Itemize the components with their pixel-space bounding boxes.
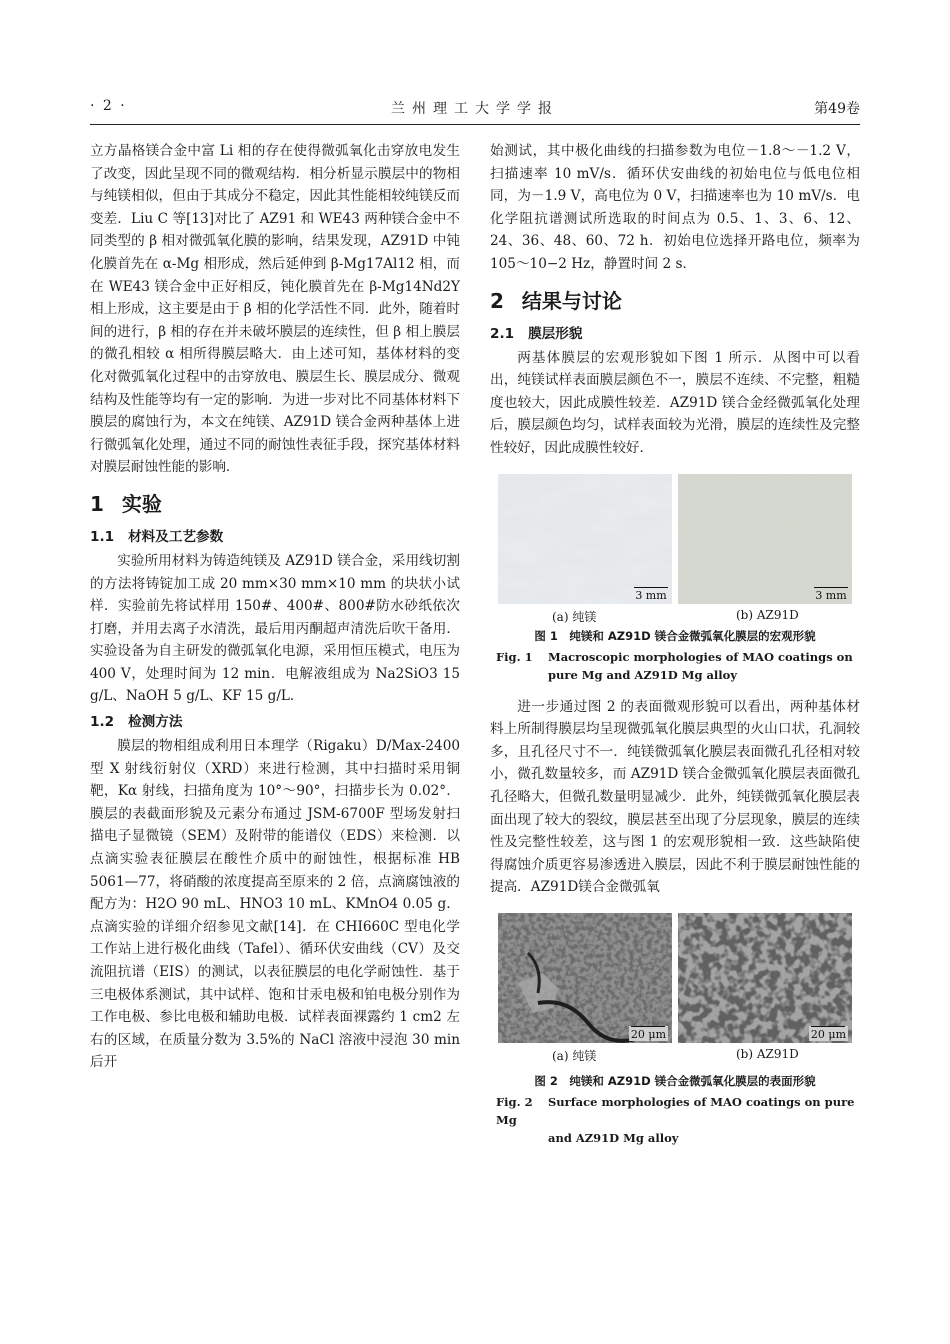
section-number: 1 [90,491,104,516]
paragraph: 实验所用材料为铸造纯镁及 AZ91D 镁合金，采用线切割的方法将铸锭加工成 20 mm×30 mm×10 mm 的块状小试样．实验前先将试样用 150#、400#、800#防水砂纸依次打磨，并用去离子水清洗，最后用丙酮超声清洗后吹干备用．实验设备为自主研发的微弧氧化电源，采用恒压模式，电压为 400 V，处理时间为 12 min．电解液组成为 Na2SiO3 15 g/L、NaOH 5 g/L、KF 15 g/L． [90,552,460,705]
subsection-heading [490,324,860,344]
subsection-number: 1.2 [90,714,115,731]
subsection-heading [90,527,460,547]
subsection-heading [90,712,460,732]
subsection-title: 膜层形貌 [528,325,583,342]
left-column [90,140,460,1074]
scale-bar: 20 μm [810,1027,846,1041]
section-title: 实验 [121,491,162,516]
subsection-number: 2.1 [490,325,515,342]
figure-caption-en: Fig. 1 Macroscopic morphologies of MAO coatings on pure Mg and AZ91D Mg alloy [496,649,853,682]
subfigure-label: (b) AZ91D [736,607,799,622]
subsection-title: 检测方法 [128,714,183,731]
scale-bar: 20 μm [630,1027,666,1041]
paragraph: 立方晶格镁合金中富 Li 相的存在使得微弧氧化击穿放电发生了改变，因此呈现不同的微观结构．相分析显示膜层中的物相与纯镁相似，但由于其成分不稳定，因此其性能相较纯镁反而变差．Liu C 等[13]对比了 AZ91 和 WE43 两种镁合金中不同类型的 β 相对微弧氧化膜的影响，结果发现，AZ91D 中钝化膜首先在 α-Mg 相形成，然后延伸到 β-Mg17Al12 相，而在 WE43 镁合金中正好相反，钝化膜首先在 β-Mg14Nd2Y 相上形成，这主要是由于 β 相的化学活性不同．此外，随着时间的进行，β 相的存在并未破坏膜层的连续性，但 β 相上膜层的微孔相较 α 相所得膜层略大．由上述可知，基体材料的变化对微弧氧化过程中的击穿放电、膜层生长、膜层成分、微观结构及性能等均有一定的影响．为进一步对比不同基体材料下膜层的腐蚀行为，本文在纯镁、AZ91D 镁合金两种基体上进行微弧氧化处理，通过不同的耐蚀性表征手段，探究基体材料对膜层耐蚀性能的影响． [90,143,460,476]
figure-caption-en: Fig. 2 Surface morphologies of MAO coatings on pure Mg and AZ91D Mg alloy [496,1094,855,1145]
fig2-panel-az91d-sem-image [678,913,852,1043]
figure-caption-cn: 图 1 纯镁和 AZ91D 镁合金微弧氧化膜层的宏观形貌 [534,628,816,643]
subfigure-label: (a) 纯镁 [552,609,597,624]
scale-bar: 3 mm [635,588,667,602]
section-number: 2 [490,288,504,313]
figure-2 [490,913,860,1147]
volume-label: 第49卷 [814,101,860,117]
section-heading [490,288,860,314]
section-title: 结果与讨论 [521,288,622,313]
scale-bar: 3 mm [815,588,847,602]
fig1-panel-az91d-image [678,474,852,604]
paragraph: 始测试，其中极化曲线的扫描参数为电位－1.8～－1.2 V，扫描速率 10 mV/s．循环伏安曲线的初始电位与低电位相同，为－1.9 V，高电位为 0 V，扫描速率也为 10 mV/s．电化学阻抗谱测试所选取的时间点为 0.5、1、3、6、12、24、36、48、60、72 h．初始电位选择开路电位，频率为 105～10−2 Hz，静置时间 2 s． [490,143,860,272]
right-column [490,140,860,1147]
paragraph: 进一步通过图 2 的表面微观形貌可以看出，两种基体材料上所制得膜层均呈现微弧氧化膜层典型的火山口状，孔洞较多，且孔径尺寸不一．纯镁微弧氧化膜层表面微孔孔径相对较小，微孔数量较多，而 AZ91D 镁合金微弧氧化膜层表面微孔孔径略大，但微孔数量明显减少．此外，纯镁微弧氧化膜层表面出现了较大的裂纹，膜层甚至出现了分层现象，膜层的连续性及完整性较差，这与图 1 的宏观形貌相一致．这些缺陷使得腐蚀介质更容易渗透进入膜层，因此不利于膜层耐蚀性能的提高．AZ91D镁合金微弧氧 [490,698,860,896]
subsection-number: 1.1 [90,528,115,545]
subfigure-label: (b) AZ91D [736,1046,799,1061]
running-header [90,98,860,120]
fig2-panel-pure-mg-sem-image [498,913,672,1043]
paragraph: 膜层的物相组成利用日本理学（Rigaku）D/Max-2400 型 X 射线衍射仪（XRD）来进行检测，其中扫描时采用铜靶，Kα 射线，扫描角度为 10°～90°，扫描步长为 0.02°．膜层的表截面形貌及元素分布通过 JSM-6700F 型场发射扫描电子显微镜（SEM）及附带的能谱仪（EDS）来检测．以点滴实验表征膜层在酸性介质中的耐蚀性，根据标准 HB 5061—77，将硝酸的浓度提高至原来的 2 倍，点滴腐蚀液的配方为：H2O 90 mL、HNO3 10 mL、KMnO4 0.05 g．点滴实验的详细介绍参见文献[14]．在 CHI660C 型电化学工作站上进行极化曲线（Tafel）、循环伏安曲线（CV）及交流阻抗谱（EIS）的测试，以表征膜层的电化学耐蚀性．基于三电极体系测试，其中试样、饱和甘汞电极和铂电极分别作为工作电极、参比电极和辅助电极．试样表面裸露约 1 cm2 左右的区域，在质量分数为 3.5%的 NaCl 溶液中浸泡 30 min 后开 [90,738,460,1071]
section-heading [90,491,460,517]
figure-1 [490,474,860,684]
figure-caption-cn: 图 2 纯镁和 AZ91D 镁合金微弧氧化膜层的表面形貌 [534,1073,816,1088]
header-rule [90,124,860,125]
subsection-title: 材料及工艺参数 [128,528,224,545]
page-number: · 2 · [90,98,127,114]
fig1-panel-pure-mg-image [498,474,672,604]
subfigure-label: (a) 纯镁 [552,1048,597,1063]
journal-title: 兰州理工大学学报 [391,101,559,117]
paragraph: 两基体膜层的宏观形貌如下图 1 所示．从图中可以看出，纯镁试样表面膜层颜色不一，膜层不连续、不完整，粗糙度也较大，因此成膜性较差．AZ91D 镁合金经微弧氧化处理后，膜层颜色均匀，试样表面较为光滑，膜层的连续性及完整性较好，因此成膜性较好． [490,349,860,456]
